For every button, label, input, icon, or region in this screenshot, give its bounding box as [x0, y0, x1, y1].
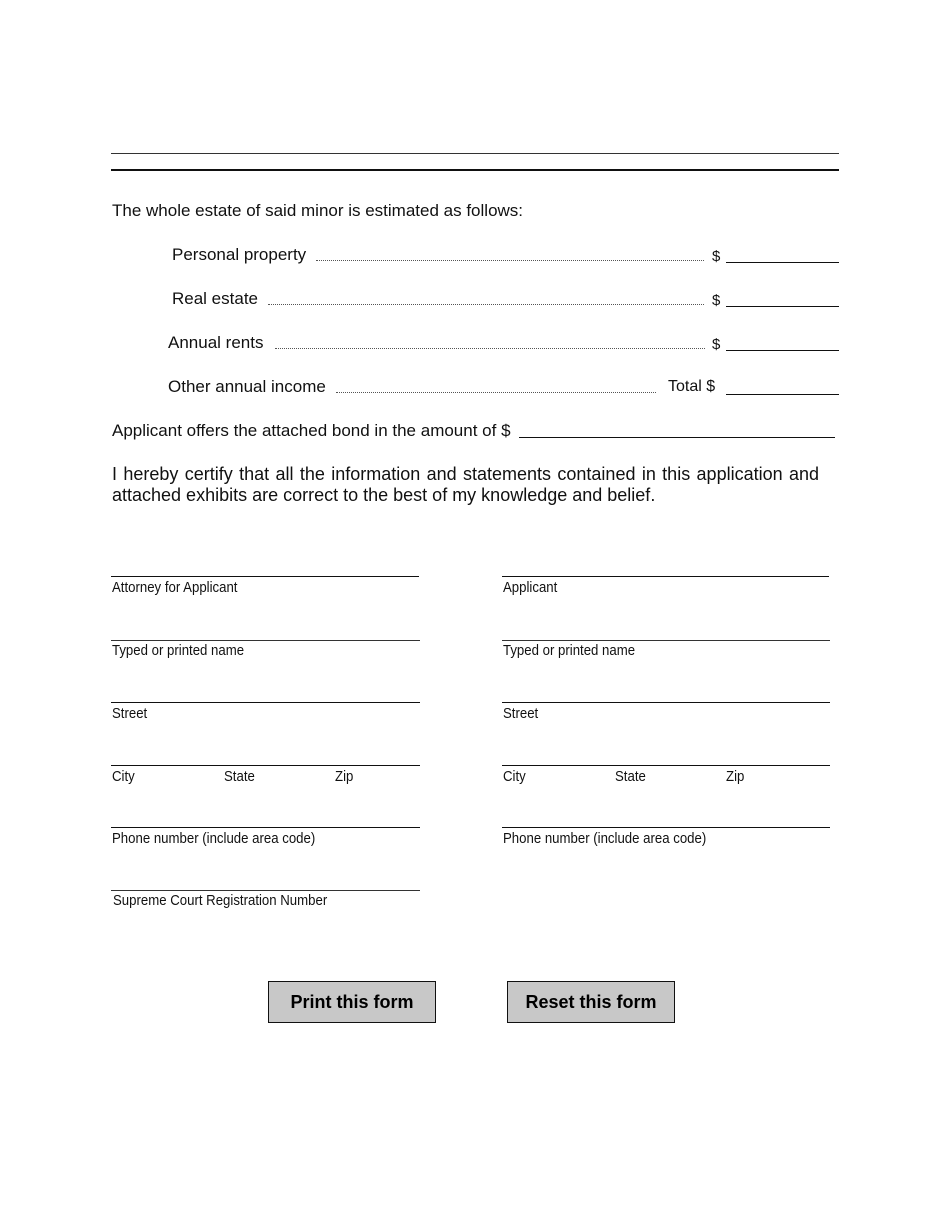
personal-property-label: Personal property	[172, 245, 307, 264]
real-estate-field[interactable]	[726, 306, 839, 307]
attorney-name-line[interactable]	[111, 640, 420, 641]
annual-rents-dollar: $	[712, 336, 721, 353]
applicant-phone-label: Phone number (include area code)	[503, 830, 707, 847]
top-rule-thick	[111, 169, 839, 171]
certification-text: I hereby certify that all the information and statements contained in this application and attached exhibits are correct to the best of my knowledge and belief.	[112, 464, 819, 505]
other-income-label: Other annual income	[168, 377, 326, 396]
reset-form-button[interactable]: Reset this form	[507, 981, 675, 1023]
applicant-phone-line[interactable]	[502, 827, 830, 828]
applicant-label: Applicant	[503, 579, 558, 596]
attorney-zip-label: Zip	[335, 768, 354, 785]
applicant-city-line[interactable]	[502, 765, 830, 766]
total-label: Total $	[668, 378, 716, 395]
personal-property-dollar: $	[712, 248, 721, 265]
attorney-city-line[interactable]	[111, 765, 420, 766]
attorney-street-label: Street	[112, 705, 148, 722]
registration-line[interactable]	[111, 890, 420, 891]
real-estate-leader	[268, 304, 704, 305]
attorney-label: Attorney for Applicant	[112, 579, 238, 596]
attorney-state-label: State	[224, 768, 255, 785]
print-form-button[interactable]: Print this form	[268, 981, 436, 1023]
registration-label: Supreme Court Registration Number	[113, 892, 328, 909]
applicant-name-label: Typed or printed name	[503, 642, 636, 659]
real-estate-dollar: $	[712, 292, 721, 309]
attorney-name-label: Typed or printed name	[112, 642, 245, 659]
attorney-street-line[interactable]	[111, 702, 420, 703]
applicant-state-label: State	[615, 768, 646, 785]
applicant-name-line[interactable]	[502, 640, 830, 641]
annual-rents-leader	[275, 348, 705, 349]
annual-rents-field[interactable]	[726, 350, 839, 351]
applicant-signature-line[interactable]	[502, 576, 829, 577]
real-estate-label: Real estate	[172, 289, 258, 308]
total-field[interactable]	[726, 394, 839, 395]
applicant-zip-label: Zip	[726, 768, 745, 785]
bond-amount-field[interactable]	[519, 437, 835, 438]
annual-rents-label: Annual rents	[168, 333, 264, 352]
personal-property-field[interactable]	[726, 262, 839, 263]
attorney-city-label: City	[112, 768, 135, 785]
applicant-street-line[interactable]	[502, 702, 830, 703]
top-rule-thin	[111, 153, 839, 154]
estate-intro: The whole estate of said minor is estimated as follows:	[112, 201, 524, 220]
personal-property-leader	[316, 260, 704, 261]
applicant-street-label: Street	[503, 705, 539, 722]
attorney-phone-label: Phone number (include area code)	[112, 830, 316, 847]
attorney-phone-line[interactable]	[111, 827, 420, 828]
bond-label: Applicant offers the attached bond in the amount of $	[112, 421, 511, 440]
other-income-leader	[336, 392, 656, 393]
attorney-signature-line[interactable]	[111, 576, 419, 577]
applicant-city-label: City	[503, 768, 526, 785]
